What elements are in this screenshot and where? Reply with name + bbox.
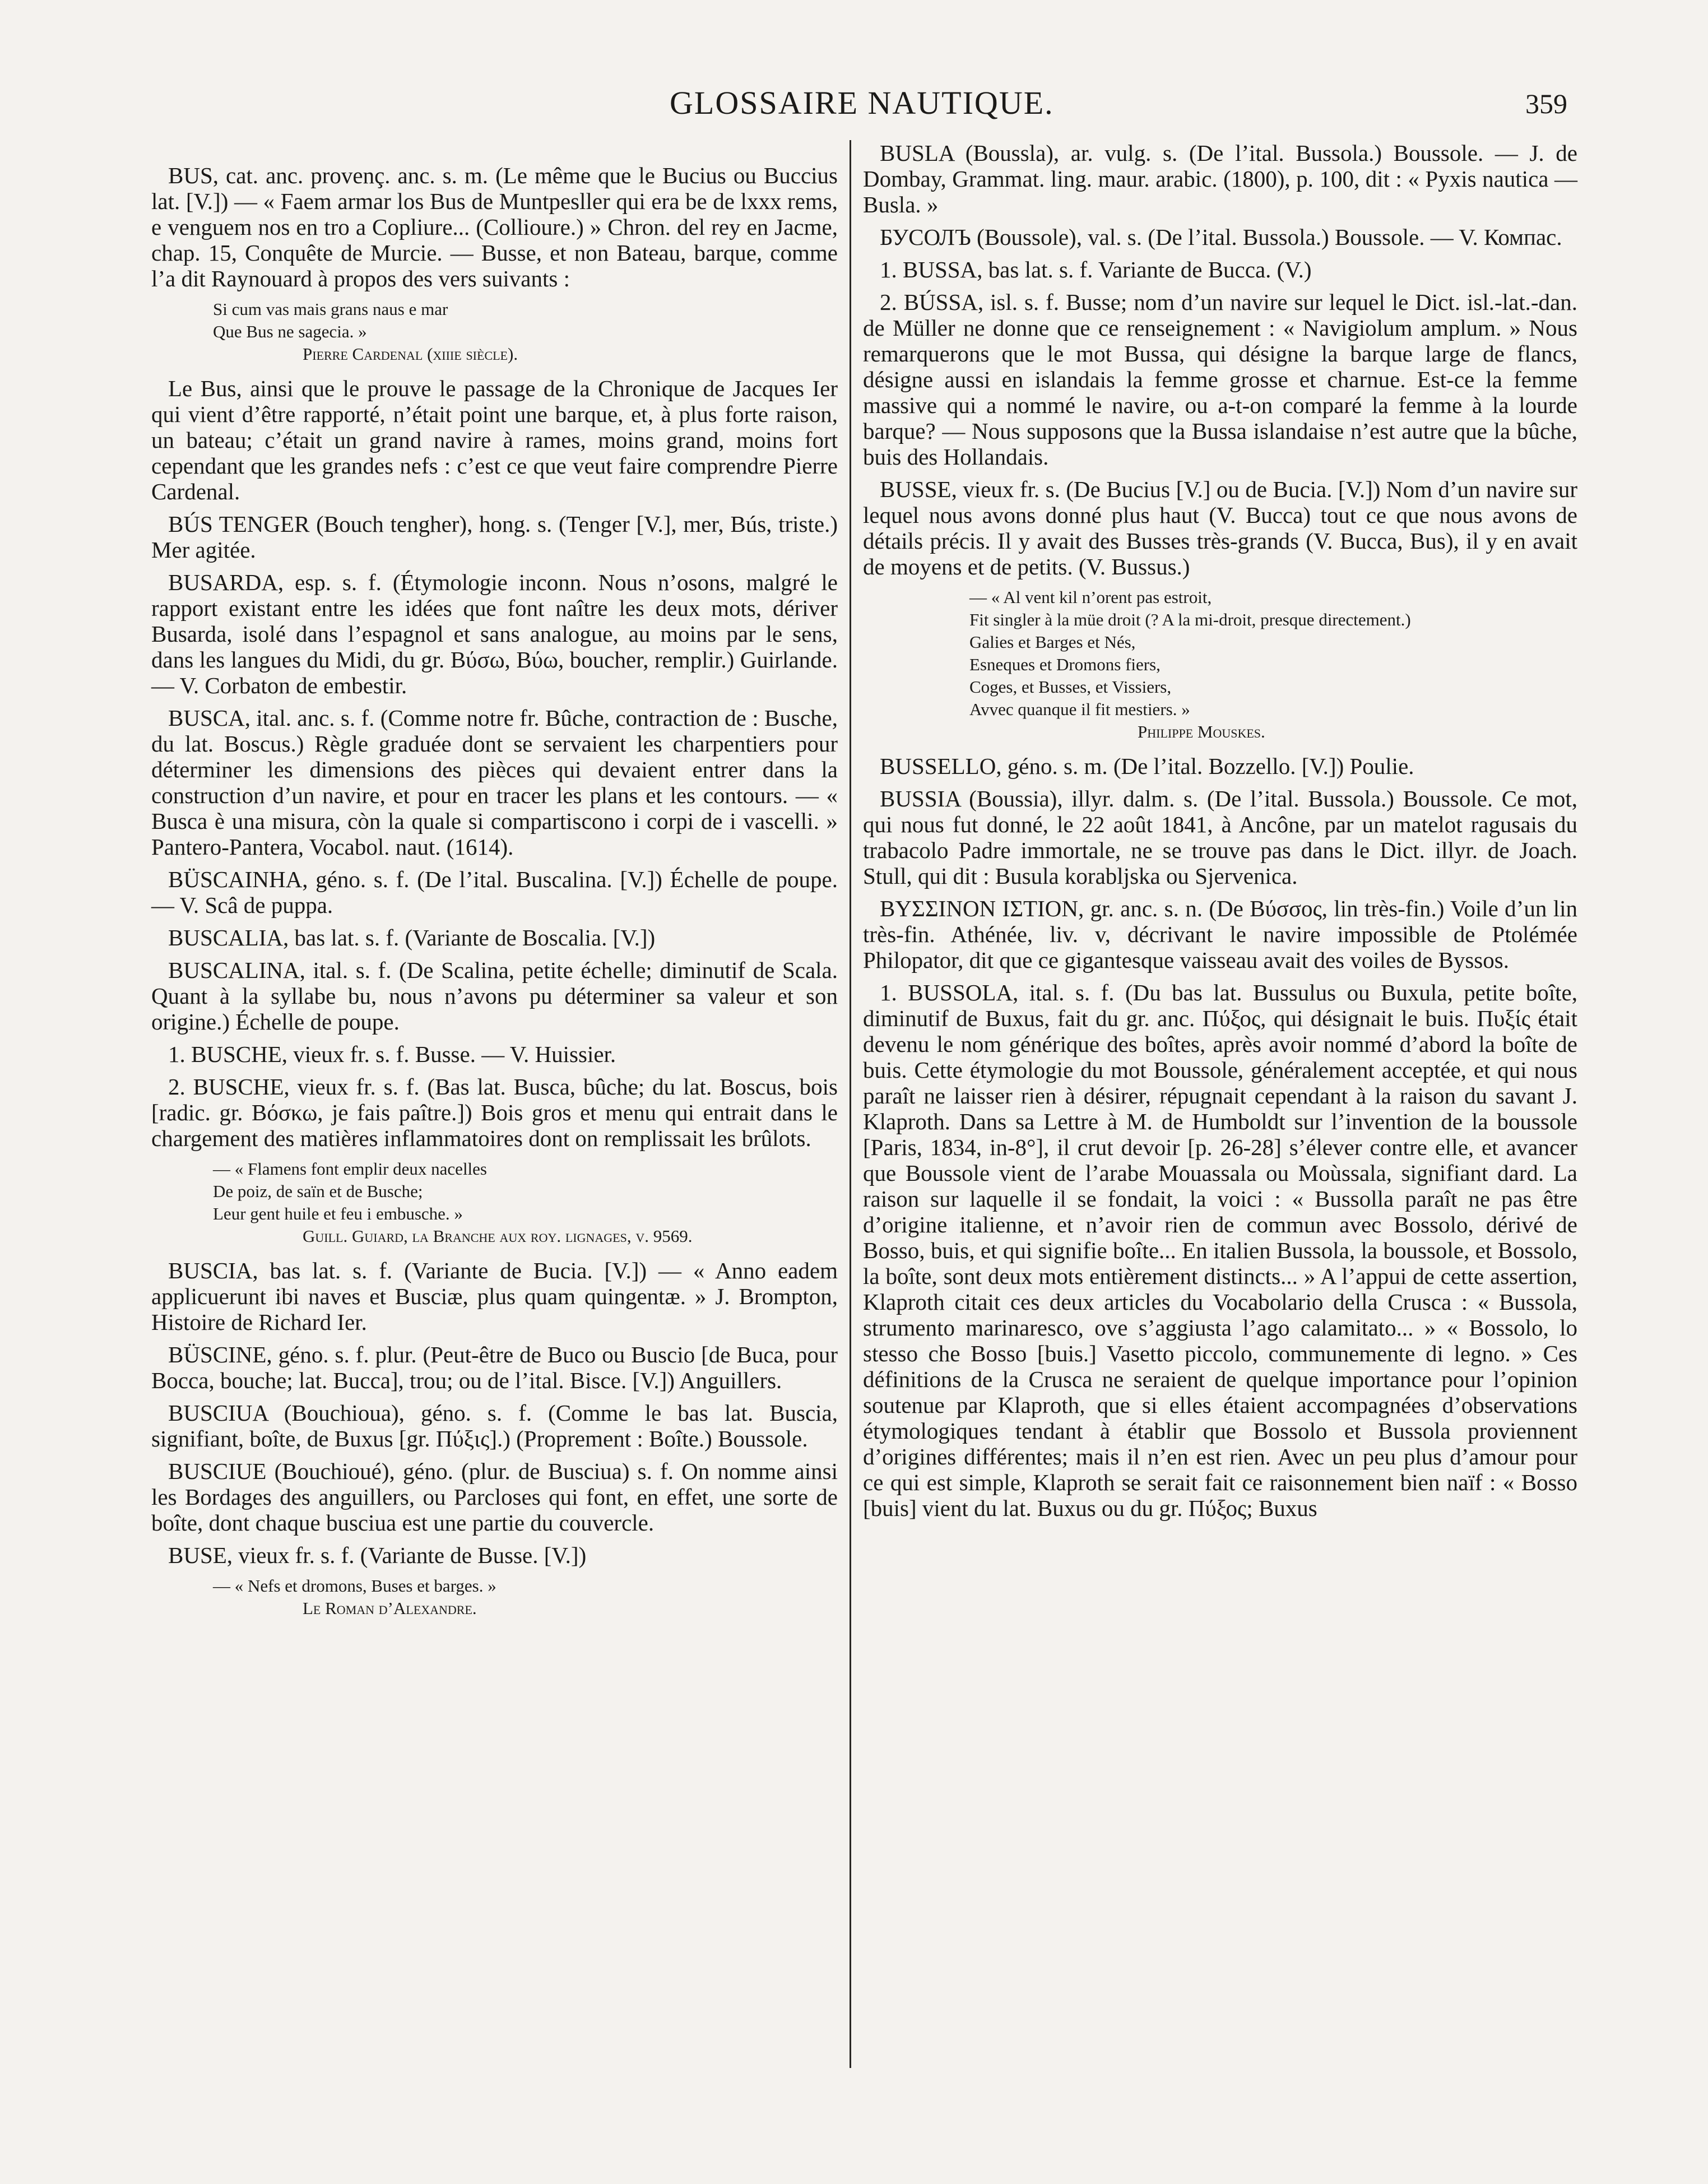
entry-busarda: BUSARDA, esp. s. f. (Étymologie inconn. Nous n’osons, malgré le rapport existant entre les idées que font naître les deux mots, dériver Busarda, isolé dans l’espagnol et sans analogue, au moins par le sens, dans les langues du Midi, du gr. Βύσω, Βύω, boucher, remplir.) Guirlande. — V. Corbaton de embestir. bbox=[151, 569, 838, 698]
quote-line: — « Flamens font emplir deux nacelles bbox=[213, 1159, 487, 1179]
entry-paragraph: Le Bus, ainsi que le prouve le passage de la Chronique de Jacques Ier qui vient d’être rapporté, n’était point une barque, et, à plus forte raison, un bateau; c’était un grand navire à rames, moins grand, moins fort cependant que les grandes nefs : c’est ce que veut faire comprendre Pierre Cardenal. bbox=[151, 375, 838, 504]
running-title: GLOSSAIRE NAUTIQUE. bbox=[670, 85, 1054, 121]
entry-buscalina: BUSCALINA, ital. s. f. (De Scalina, petite échelle; diminutif de Scala. Quant à la syllabe bu, nous n’avons pu déterminer sa valeur et son origine.) Échelle de poupe. bbox=[151, 957, 838, 1035]
entry-byssinon-istion: ΒΥΣΣΙΝΟΝ ΙΣΤΙΟΝ, gr. anc. s. n. (De Βύσσος, lin très-fin.) Voile d’un lin très-fin. Athénée, liv. v, décrivant le navire impossible de Ptolémée Philopator, dit que ce gigantesque vaisseau avait des voiles de Byssos. bbox=[863, 896, 1577, 973]
page-number: 359 bbox=[1525, 88, 1567, 119]
quote-line: De poiz, de saïn et de Busche; bbox=[213, 1181, 423, 1201]
quote-line: Fit singler à la müe droit (? A la mi-droit, presque directement.) bbox=[969, 610, 1411, 629]
entry-bussa-1: 1. BUSSA, bas lat. s. f. Variante de Bucca. (V.) bbox=[880, 257, 1312, 282]
entry-busciua: BUSCIUA (Bouchioua), géno. s. f. (Comme le bas lat. Buscia, signifiant, boîte, de Buxus [gr. Πύξις].) (Proprement : Boîte.) Boussole. bbox=[151, 1400, 838, 1452]
quote-source: Philippe Mouskes. bbox=[1138, 722, 1265, 741]
quote-line: — « Nefs et dromons, Buses et barges. » bbox=[213, 1576, 496, 1596]
entry-busciue: BUSCIUE (Bouchioué), géno. (plur. de Busciua) s. f. On nomme ainsi les Bordages des anguillers, ou Parcloses qui font, en effet, une sorte de boîte, dont chaque busciua est une partie du couvercle. bbox=[151, 1458, 838, 1536]
quote-line: Leur gent huile et feu i embusche. » bbox=[213, 1204, 463, 1223]
quote-line: Esneques et Dromons fiers, bbox=[969, 655, 1161, 674]
quote-line: Coges, et Busses, et Vissiers, bbox=[969, 677, 1172, 697]
entry-busche-1: 1. BUSCHE, vieux fr. s. f. Busse. — V. Huissier. bbox=[168, 1041, 616, 1067]
quotation bbox=[213, 298, 838, 365]
entry-bussa-2: 2. BÚSSA, isl. s. f. Busse; nom d’un navire sur lequel le Dict. isl.-lat.-dan. de Müller ne donne que ce renseignement : « Navigiolum amplum. » Nous remarquerons que le mot Bussa, qui désigne la barque large de flancs, désigne aussi en islandais la femme grosse et charnue. Est-ce la femme massive qui a nommé le navire, ou a-t-on comparé la femme à la lourde barque? — Nous supposons que la Bussa islandaise n’est autre que la bûche, buis des Hollandais. bbox=[863, 289, 1577, 470]
entry-buscine: BÜSCINE, géno. s. f. plur. (Peut-être de Buco ou Buscio [de Buca, pour Bocca, bouche; lat. Bucca], trou; ou de l’ital. Bisce. [V.]) Anguillers. bbox=[151, 1342, 838, 1393]
quote-line: Avvec quanque il fit mestiers. » bbox=[969, 699, 1190, 719]
quote-line: — « Al vent kil n’orent pas estroit, bbox=[969, 587, 1212, 607]
entry-buscia: BUSCIA, bas lat. s. f. (Variante de Bucia. [V.]) — « Anno eadem applicuerunt ibi naves et Busciæ, plus quam quingentæ. » J. Brompton, Histoire de Richard Ier. bbox=[151, 1258, 838, 1335]
entry-buscalia: BUSCALIA, bas lat. s. f. (Variante de Boscalia. [V.]) bbox=[168, 925, 656, 950]
quote-line: Si cum vas mais grans naus e mar bbox=[213, 299, 448, 319]
column-divider bbox=[850, 140, 851, 2068]
entry-bus-tenger: BÚS TENGER (Bouch tengher), hong. s. (Tenger [V.], mer, Bús, triste.) Mer agitée. bbox=[151, 511, 838, 563]
entry-buse: BUSE, vieux fr. s. f. (Variante de Busse. [V.]) bbox=[168, 1542, 587, 1568]
entry-bussia: BUSSIA (Boussia), illyr. dalm. s. (De l’ital. Bussola.) Boussole. Ce mot, qui nous fut donné, le 22 août 1841, à Ancône, par un matelot ragusais du trabacolo Padre immortale, ne se trouve pas dans le Dict. illyr. de Joach. Stull, qui dit : Busula korabljska ou Sjervenica. bbox=[863, 786, 1577, 889]
entry-buscainha: BÜSCAINHA, géno. s. f. (De l’ital. Buscalina. [V.]) Échelle de poupe. — V. Scâ de puppa. bbox=[151, 866, 838, 918]
quote-source: Guill. Guiard, la Branche aux roy. lignages, v. 9569. bbox=[303, 1226, 693, 1246]
entry-bus: BUS, cat. anc. provenç. anc. s. m. (Le même que le Bucius ou Buccius lat. [V.]) — « Faem armar los Bus de Muntpesller qui era be de lxxx rems, e venguem nos en tro a Copliure... (Collioure.) » Chron. del rey en Jacme, chap. 15, Conquête de Murcie. — Busse, et non Bateau, barque, comme l’a dit Raynouard à propos des vers suivants : bbox=[151, 163, 838, 291]
left-column bbox=[151, 163, 838, 1630]
quotation bbox=[213, 1575, 838, 1620]
entry-bussola: 1. BUSSOLA, ital. s. f. (Du bas lat. Bussulus ou Buxula, petite boîte, diminutif de Buxus, fait du gr. anc. Πύξος, qui désignait le buis. Πυξίς était devenu le nom générique des boîtes, après avoir nommé d’abord la boîte de buis. Cette étymologie du mot Boussole, généralement acceptée, et qui nous paraît ne laisser rien à désirer, répugnait cependant à la raison du savant J. Klaproth. Dans sa Lettre à M. de Humboldt sur l’invention de la boussole [Paris, 1834, in-8°], il crut devoir [p. 26-28] s’élever contre elle, et avancer que Boussole vient de l’arabe Mouassala ou Moùssala, signifiant dard. La raison sur laquelle il se fondait, la voici : « Bussolla paraît ne pas être d’origine italienne, et n’avoir rien de commun avec Bossolo, dérivé de Bosso, buis, et qui signifie boîte... En italien Bussola, la boussole, et Bossolo, la boîte, sont deux mots entièrement distincts... » A l’appui de cette assertion, Klaproth citait ces deux articles du Vocabolario della Crusca : « Bussola, strumento marinaresco, ove s’aggiusta l’ago calamitato... » « Bossolo, lo stesso che Bosso [buis.] Vasetto piccolo, communemente di legno. » Ces définitions de la Crusca ne seraient de quelque importance pour l’opinion soutenue par Klaproth, que si elles étaient accompagnées d’observations étymologiques tendant à établir que Bossolo et Bussola proviennent d’origines différentes; mais il n’en est rien. Avec un peu plus d’amour pour ce qui est simple, Klaproth se serait fait ce raisonnement bien naïf : « Bosso [buis] vient du lat. Buxus ou du gr. Πύξος; Buxus bbox=[863, 980, 1577, 1521]
entry-bussello: BUSSELLO, géno. s. m. (De l’ital. Bozzello. [V.]) Poulie. bbox=[880, 753, 1414, 779]
entry-busla: BUSLA (Boussla), ar. vulg. s. (De l’ital. Bussola.) Boussole. — J. de Dombay, Grammat. ling. maur. arabic. (1800), p. 100, dit : « Pyxis nautica — Busla. » bbox=[863, 140, 1577, 217]
entry-busse: BUSSE, vieux fr. s. (De Bucius [V.] ou de Bucia. [V.]) Nom d’un navire sur lequel nous avons donné plus haut (V. Bucca) tout ce que nous avons de détails précis. Il y avait des Busses très-grands (V. Bucca, Bus), il y en avait de moyens et de petits. (V. Bussus.) bbox=[863, 476, 1577, 579]
right-column bbox=[863, 140, 1577, 1528]
entry-busche-2: 2. BUSCHE, vieux fr. s. f. (Bas lat. Busca, bûche; du lat. Boscus, bois [radic. gr. Βόσκω, je fais paître.]) Bois gros et menu qui entrait dans le chargement des matières inflammatoires dont on remplissait les brûlots. bbox=[151, 1074, 838, 1151]
quote-line: Galies et Barges et Nés, bbox=[969, 632, 1136, 652]
quote-line: Que Bus ne sagecia. » bbox=[213, 322, 367, 341]
quotation bbox=[969, 586, 1577, 743]
quotation bbox=[213, 1158, 838, 1248]
quote-source: Le Roman d’Alexandre. bbox=[303, 1598, 477, 1618]
entry-busca: BUSCA, ital. anc. s. f. (Comme notre fr. Bûche, contraction de : Busche, du lat. Boscus.) Règle graduée dont se servaient les charpentiers pour déterminer les dimensions des pièces qui devaient entrer dans la construction d’un navire, et pour en tracer les plans et les contours. — « Busca è una misura, còn la quale si compartiscono i corpi de i vascelli. » Pantero-Pantera, Vocabol. naut. (1614). bbox=[151, 705, 838, 860]
entry-busol-valaque: БУСОЛЪ (Boussole), val. s. (De l’ital. Bussola.) Boussole. — V. Компас. bbox=[880, 224, 1562, 250]
quote-source: Pierre Cardenal (xiiie siècle). bbox=[303, 344, 518, 364]
page-header bbox=[0, 84, 1708, 135]
